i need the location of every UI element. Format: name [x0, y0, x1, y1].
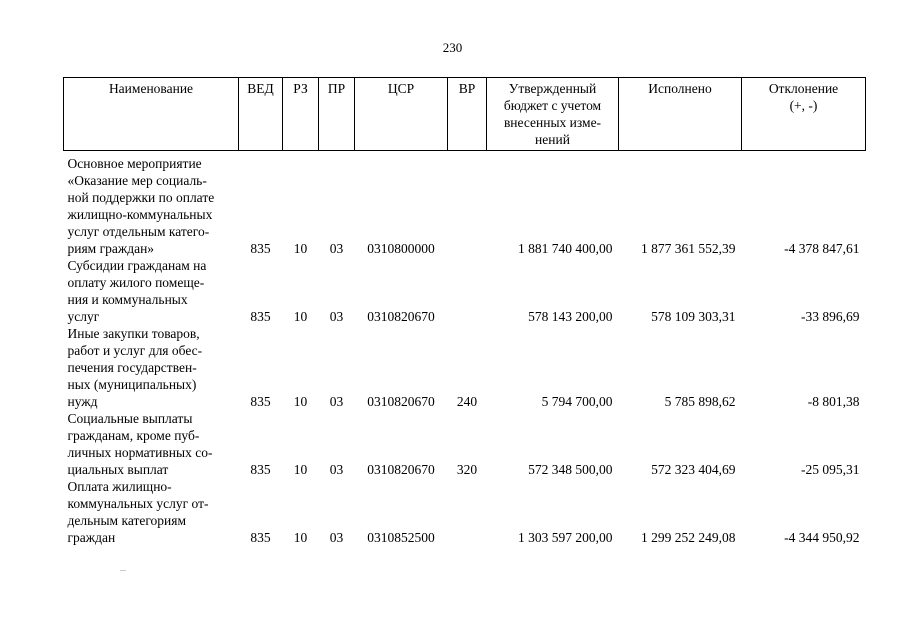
row-vr: 240	[456, 394, 478, 409]
row-ved: 835	[250, 530, 271, 545]
header-ved: ВЕД	[239, 78, 283, 151]
row-pr: 03	[329, 530, 344, 545]
row-deviation: -33 896,69	[801, 309, 860, 324]
row-pr: 03	[329, 462, 344, 477]
row-ved: 835	[250, 394, 271, 409]
row-executed: 5 785 898,62	[664, 394, 736, 409]
row-executed: 1 877 361 552,39	[641, 241, 736, 256]
header-vr: ВР	[448, 78, 487, 151]
row-name: Иные закупки товаров, работ и услуг для обес- печения государствен- ных (муниципальных) нужд	[67, 326, 203, 409]
row-name: Социальные выплаты гражданам, кроме пуб- личных нормативных со- циальных выплат	[67, 411, 213, 477]
header-name: Наименование	[64, 78, 239, 151]
scan-mark	[120, 570, 126, 571]
row-vr	[448, 151, 487, 258]
header-deviation: Отклонение (+, -)	[742, 78, 866, 151]
row-rz: 10	[293, 462, 308, 477]
row-vr	[448, 478, 487, 546]
row-ved: 835	[250, 309, 271, 324]
row-name: Основное мероприятие «Оказание мер социаль- ной поддержки по оплате жилищно-коммунальных услуг отдельным катего- риям граждан»	[67, 156, 215, 256]
header-executed: Исполнено	[619, 78, 742, 151]
budget-table	[63, 77, 866, 546]
row-name: Оплата жилищно- коммунальных услуг от- дельным категориям граждан	[67, 479, 209, 545]
table-row	[64, 410, 866, 478]
row-csr: 0310820670	[367, 462, 435, 477]
row-deviation: -8 801,38	[807, 394, 860, 409]
header-csr: ЦСР	[355, 78, 448, 151]
table-row	[64, 257, 866, 325]
header-rz: РЗ	[283, 78, 319, 151]
row-executed: 578 109 303,31	[651, 309, 736, 324]
row-pr: 03	[329, 309, 344, 324]
row-executed: 572 323 404,69	[651, 462, 736, 477]
row-deviation: -25 095,31	[801, 462, 860, 477]
row-budget: 1 881 740 400,00	[518, 241, 613, 256]
row-budget: 1 303 597 200,00	[518, 530, 613, 545]
row-budget: 572 348 500,00	[528, 462, 613, 477]
row-rz: 10	[293, 241, 308, 256]
row-deviation: -4 344 950,92	[784, 530, 860, 545]
header-approved-budget: Утвержденный бюджет с учетом внесенных изме- нений	[487, 78, 619, 151]
row-pr: 03	[329, 394, 344, 409]
table-row	[64, 151, 866, 258]
row-rz: 10	[293, 530, 308, 545]
row-vr	[448, 257, 487, 325]
row-vr: 320	[456, 462, 478, 477]
table-row	[64, 325, 866, 410]
table-header-row	[64, 78, 866, 151]
row-budget: 5 794 700,00	[541, 394, 613, 409]
row-budget: 578 143 200,00	[528, 309, 613, 324]
row-ved: 835	[250, 241, 271, 256]
row-deviation: -4 378 847,61	[784, 241, 860, 256]
header-pr: ПР	[319, 78, 355, 151]
row-csr: 0310820670	[367, 309, 435, 324]
row-csr: 0310820670	[367, 394, 435, 409]
row-csr: 0310800000	[367, 241, 435, 256]
row-rz: 10	[293, 394, 308, 409]
row-name: Субсидии гражданам на оплату жилого помеще- ния и коммунальных услуг	[67, 258, 207, 324]
row-executed: 1 299 252 249,08	[641, 530, 736, 545]
table-row	[64, 478, 866, 546]
row-rz: 10	[293, 309, 308, 324]
row-csr: 0310852500	[367, 530, 435, 545]
page-number: 230	[442, 40, 463, 55]
row-pr: 03	[329, 241, 344, 256]
row-ved: 835	[250, 462, 271, 477]
